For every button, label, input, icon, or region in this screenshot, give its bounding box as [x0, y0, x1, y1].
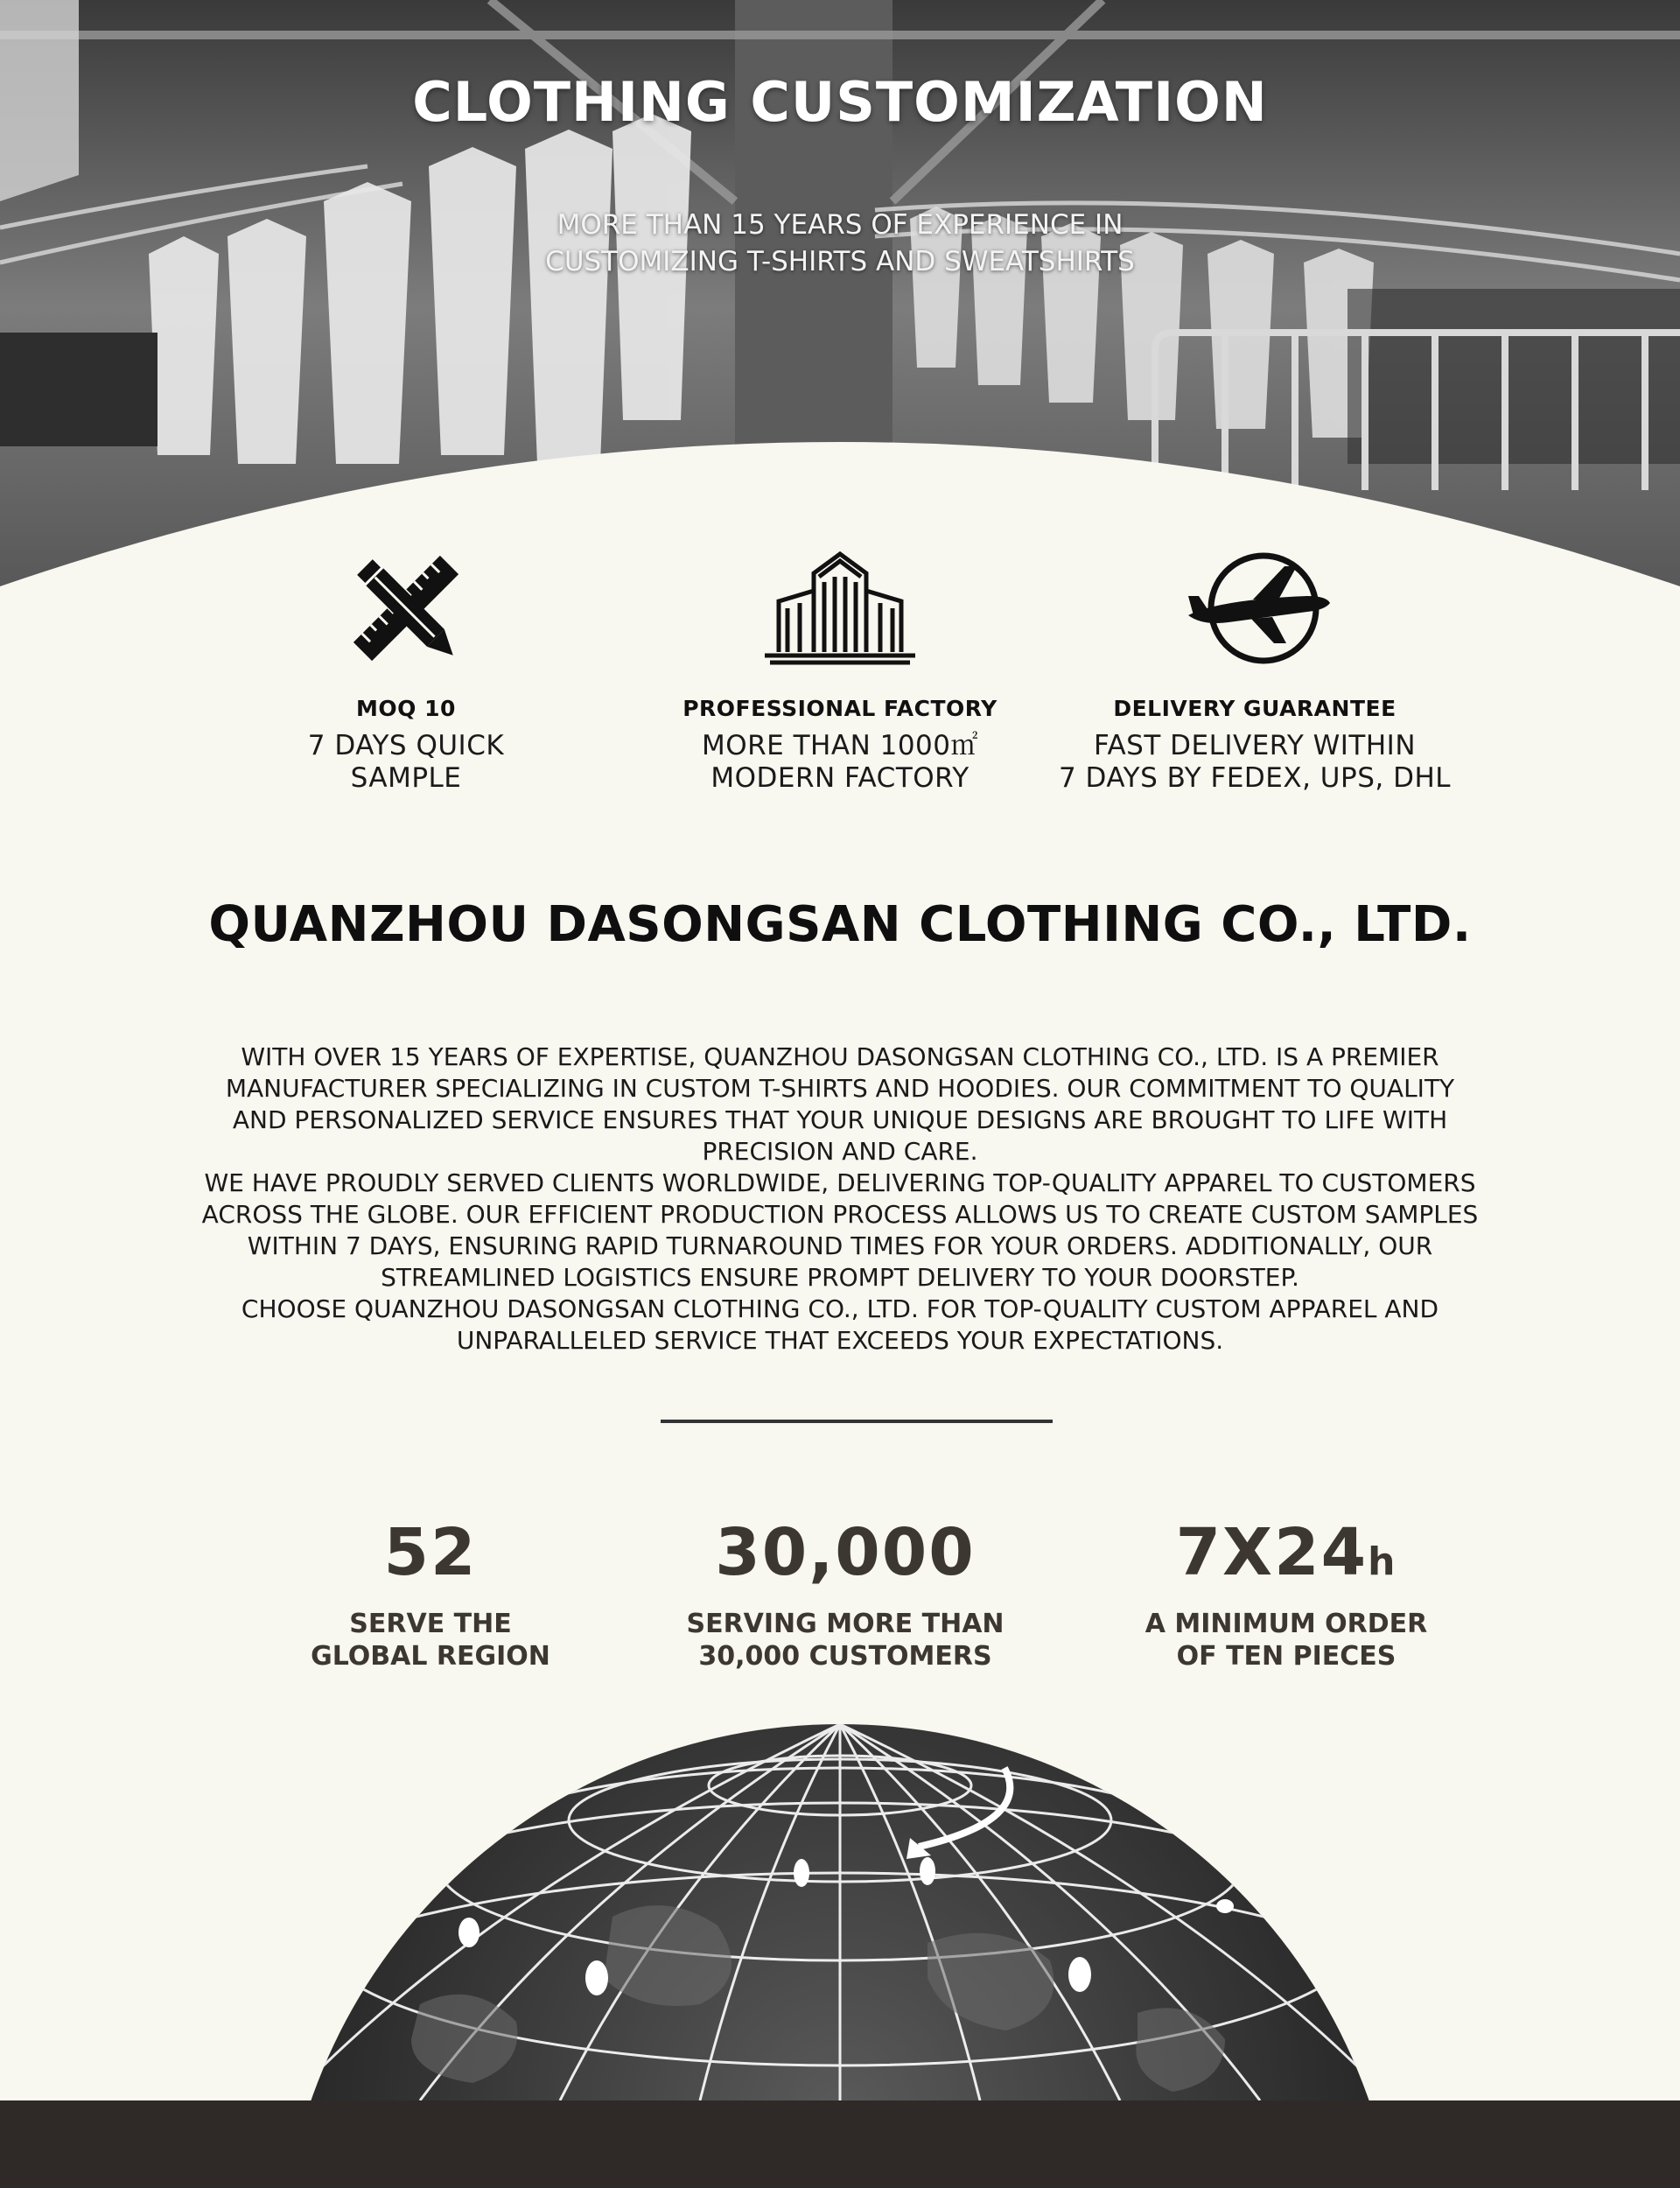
- stat-label-line: 30,000 CUSTOMERS: [698, 1641, 992, 1672]
- description-line: WITH OVER 15 YEARS OF EXPERTISE, QUANZHOU DASONGSAN CLOTHING CO., LTD. IS A PREMIER: [241, 1042, 1439, 1071]
- description-line: WE HAVE PROUDLY SERVED CLIENTS WORLDWIDE, DELIVERING TOP-QUALITY APPAREL TO CUSTOMERS: [204, 1168, 1476, 1197]
- description-line: WITHIN 7 DAYS, ENSURING RAPID TURNAROUND TIMES FOR YOUR ORDERS. ADDITIONALLY, OUR: [247, 1231, 1433, 1260]
- feature-delivery: [1010, 547, 1500, 795]
- description-line: CHOOSE QUANZHOU DASONGSAN CLOTHING CO., LTD. FOR TOP-QUALITY CUSTOM APPAREL AND: [241, 1294, 1439, 1323]
- section-divider: [661, 1420, 1053, 1423]
- description-line: MANUFACTURER SPECIALIZING IN CUSTOM T-SHIRTS AND HOODIES. OUR COMMITMENT TO QUALITY: [225, 1074, 1455, 1103]
- feature-description-line: MORE THAN 1000㎡: [701, 730, 979, 761]
- company-name-heading: QUANZHOU DASONGSAN CLOTHING CO., LTD.: [208, 896, 1472, 953]
- description-line: STREAMLINED LOGISTICS ENSURE PROMPT DELIVERY TO YOUR DOORSTEP.: [381, 1263, 1299, 1292]
- feature-title: DELIVERY GUARANTEE: [1113, 696, 1396, 721]
- feature-title: MOQ 10: [356, 696, 456, 721]
- stat-label-line: SERVE THE: [349, 1609, 512, 1639]
- world-globe-graphic: [0, 1715, 1680, 2100]
- stat-label-line: OF TEN PIECES: [1176, 1641, 1396, 1672]
- pencil-ruler-icon: [327, 547, 485, 670]
- company-description: [158, 1041, 1522, 1357]
- stat-service-hours: [1059, 1516, 1514, 1673]
- stat-regions: [203, 1516, 658, 1673]
- feature-description-line: FAST DELIVERY WITHIN: [1093, 730, 1417, 761]
- description-line: PRECISION AND CARE.: [702, 1137, 978, 1166]
- description-line: AND PERSONALIZED SERVICE ENSURES THAT YOUR UNIQUE DESIGNS ARE BROUGHT TO LIFE WITH: [232, 1105, 1448, 1134]
- description-line: UNPARALLELED SERVICE THAT EXCEEDS YOUR EXPECTATIONS.: [456, 1326, 1224, 1355]
- airplane-globe-icon: [1176, 547, 1334, 670]
- hero-subtitle-line: MORE THAN 15 YEARS OF EXPERIENCE IN: [556, 209, 1124, 241]
- stat-label-line: A MINIMUM ORDER: [1144, 1609, 1428, 1639]
- stat-label: [1059, 1608, 1514, 1673]
- feature-description-line: 7 DAYS BY FEDEX, UPS, DHL: [1058, 762, 1452, 794]
- stat-label: [203, 1608, 658, 1673]
- feature-description: [1010, 730, 1500, 795]
- footer-bar: [0, 2100, 1680, 2188]
- stat-value: 52: [383, 1515, 478, 1590]
- feature-title: PROFESSIONAL FACTORY: [682, 696, 998, 721]
- stat-label: [618, 1608, 1073, 1673]
- description-line: ACROSS THE GLOBE. OUR EFFICIENT PRODUCTION PROCESS ALLOWS US TO CREATE CUSTOM SAMPLES: [201, 1200, 1479, 1229]
- feature-moq: [161, 547, 651, 795]
- stat-label-line: GLOBAL REGION: [311, 1641, 550, 1672]
- hero-subtitle: [0, 207, 1680, 280]
- factory-building-icon: [761, 547, 919, 670]
- feature-description-line: 7 DAYS QUICK: [307, 730, 505, 761]
- stat-value: 30,000: [715, 1515, 976, 1590]
- hero-subtitle-line: CUSTOMIZING T-SHIRTS AND SWEATSHIRTS: [545, 246, 1135, 277]
- stat-value: 7X24h: [1175, 1515, 1397, 1590]
- hero-title: CLOTHING CUSTOMIZATION: [412, 70, 1268, 134]
- feature-description-line: MODERN FACTORY: [710, 762, 970, 794]
- stat-customers: [618, 1516, 1073, 1673]
- feature-description-line: SAMPLE: [350, 762, 462, 794]
- feature-description: [161, 730, 651, 795]
- hero-banner: [0, 0, 1680, 613]
- stat-label-line: SERVING MORE THAN: [686, 1609, 1004, 1639]
- globe-graphic-section: [0, 1715, 1680, 2100]
